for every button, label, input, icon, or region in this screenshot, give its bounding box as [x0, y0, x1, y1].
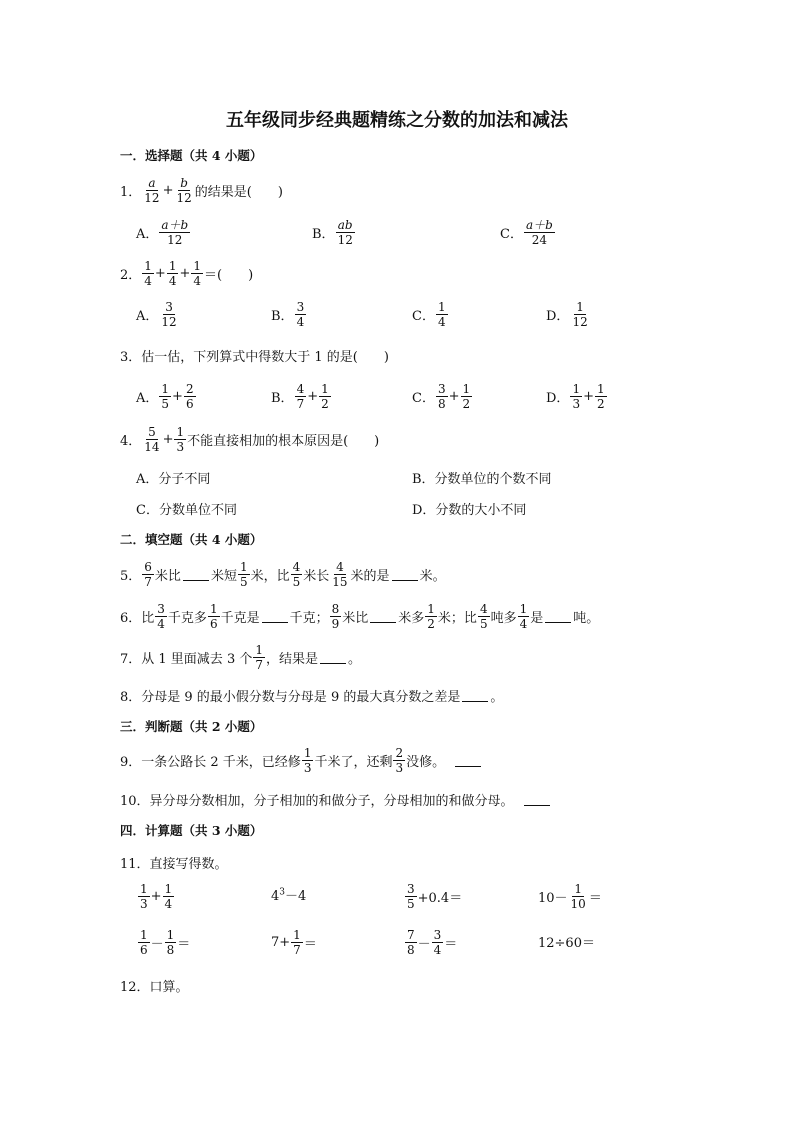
fraction: $\frac{ab}{12}$ — [337, 218, 353, 247]
fraction: $\frac{3}{12}$ — [161, 300, 177, 329]
fraction: $\frac{3}{4}$ — [296, 300, 305, 329]
question-number: 2． — [120, 268, 142, 283]
fraction: $\frac{3}{4}$ — [157, 602, 165, 631]
q3-option-d[interactable]: D． $\frac{1}{3}$ + $\frac{1}{2}$ — [546, 382, 605, 411]
q4-option-c[interactable]: C．分数单位不同 — [136, 503, 237, 518]
fraction: $\frac{1}{6}$ — [209, 602, 218, 631]
fraction: $\frac{1}{5}$ — [161, 382, 170, 411]
fraction: $\frac{4}{5}$ — [292, 560, 301, 589]
fraction: $\frac{a+b}{12}$ — [161, 218, 189, 247]
question-text: 不能直接相加的根本原因是( ) — [187, 434, 380, 449]
calc-item-5: $\frac{1}{6}$ － $\frac{1}{8}$ ＝ — [140, 928, 191, 957]
fraction: $\frac{1}{3}$ — [303, 746, 312, 775]
q1-option-c[interactable]: C． $\frac{a+b}{24}$ — [500, 218, 553, 247]
calc-item-4: 10－ $\frac{1}{10}$ ＝ — [538, 882, 602, 911]
operator: + — [179, 266, 191, 281]
fraction: $\frac{1}{4}$ — [164, 882, 173, 911]
q3-option-b[interactable]: B． $\frac{4}{7}$ + $\frac{1}{2}$ — [271, 382, 329, 411]
calc-item-7: $\frac{7}{8}$ － $\frac{3}{4}$ ＝ — [407, 928, 458, 957]
q2-option-a[interactable]: A． $\frac{3}{12}$ — [136, 300, 177, 329]
q2-option-c[interactable]: C． $\frac{1}{4}$ — [412, 300, 446, 329]
question-text: 的结果是( ) — [194, 185, 283, 200]
fraction: $\frac{1}{5}$ — [239, 560, 248, 589]
fraction: $\frac{8}{9}$ — [331, 602, 340, 631]
question-number: 1． — [120, 185, 142, 200]
fraction: $\frac{4}{7}$ — [296, 382, 305, 411]
fraction: $\frac{1}{4}$ — [193, 259, 202, 288]
q4-option-a[interactable]: A．分子不同 — [136, 472, 211, 487]
fraction: $\frac{7}{8}$ — [407, 928, 415, 957]
fraction: $\frac{1}{6}$ — [140, 928, 148, 957]
operator: + — [154, 266, 166, 281]
question-6: 6．比 $\frac{3}{4}$ 千克多 $\frac{1}{6}$ 千克是 千克； $\frac{8}{9}$ 米比 米多 $\frac{1}{2}$ 米；比 $\frac{4}{5}$ 吨多 $\frac{1}{4}$ 是 吨。 — [120, 602, 600, 631]
fraction: $\frac{1}{10}$ — [570, 882, 586, 911]
fraction: $\frac{3}{8}$ — [437, 382, 446, 411]
calc-item-3: $\frac{3}{5}$ +0.4＝ — [407, 882, 463, 911]
q1-option-b[interactable]: B． $\frac{ab}{12}$ — [312, 218, 353, 247]
question-2 — [120, 259, 253, 288]
answer-blank[interactable] — [455, 754, 481, 767]
calc-item-6: 7+ $\frac{1}{7}$ ＝ — [271, 928, 317, 957]
question-number: 4． — [120, 434, 142, 449]
fraction: $\frac{1}{7}$ — [255, 643, 263, 672]
fraction: $\frac{1}{4}$ — [144, 259, 152, 288]
fraction: $\frac{4}{15}$ — [332, 560, 348, 589]
answer-blank[interactable] — [524, 793, 550, 806]
operator: + — [162, 183, 174, 198]
q3-option-c[interactable]: C． $\frac{3}{8}$ + $\frac{1}{2}$ — [412, 382, 471, 411]
answer-blank[interactable] — [183, 568, 209, 581]
q2-option-d[interactable]: D． $\frac{1}{12}$ — [546, 300, 588, 329]
section-heading-fill: 二．填空题（共 4 小题） — [120, 532, 263, 547]
fraction: $\frac{1}{4}$ — [437, 300, 446, 329]
calc-item-8: 12÷60＝ — [538, 936, 595, 951]
question-text: ＝( ) — [204, 268, 254, 283]
question-8: 8．分母是 9 的最小假分数与分母是 9 的最大真分数之差是 。 — [120, 690, 504, 705]
fraction: $\frac{1}{2}$ — [427, 602, 435, 631]
fraction: $\frac{1}{3}$ — [176, 425, 185, 454]
q4-option-b[interactable]: B．分数单位的个数不同 — [412, 472, 552, 487]
page-title: 五年级同步经典题精练之分数的加法和减法 — [226, 110, 568, 131]
question-7: 7．从 1 里面减去 3 个 $\frac{1}{7}$ ，结果是 。 — [120, 643, 362, 672]
answer-blank[interactable] — [545, 610, 571, 623]
fraction: $\frac{6}{7}$ — [144, 560, 152, 589]
fraction: $\frac{1}{3}$ — [572, 382, 581, 411]
fraction: $\frac{4}{5}$ — [479, 602, 488, 631]
fraction: $\frac{a}{12}$ — [144, 176, 160, 205]
calc-item-1: $\frac{1}{3}$ + $\frac{1}{4}$ — [140, 882, 173, 911]
q4-option-d[interactable]: D．分数的大小不同 — [412, 503, 527, 518]
fraction: $\frac{1}{4}$ — [168, 259, 177, 288]
fraction: $\frac{1}{2}$ — [596, 382, 605, 411]
fraction: $\frac{1}{2}$ — [321, 382, 329, 411]
q3-option-a[interactable]: A． $\frac{1}{5}$ + $\frac{2}{6}$ — [136, 382, 194, 411]
fraction: $\frac{1}{4}$ — [519, 602, 528, 631]
question-11: 11．直接写得数。 — [120, 857, 228, 872]
question-3: 3．估一估，下列算式中得数大于 1 的是( ) — [120, 350, 389, 365]
question-12: 12．口算。 — [120, 980, 189, 995]
answer-blank[interactable] — [462, 689, 488, 702]
section-heading-choice: 一．选择题（共 4 小题） — [120, 148, 263, 163]
fraction: $\frac{3}{4}$ — [433, 928, 442, 957]
question-10: 10．异分母分数相加，分子相加的和做分子，分母相加的和做分母。 — [120, 790, 552, 809]
question-5: 5． $\frac{6}{7}$ 米比 米短 $\frac{1}{5}$ 米，比 $\frac{4}{5}$ 米长 $\frac{4}{15}$ 米的是 米。 — [120, 560, 446, 589]
section-heading-judge: 三．判断题（共 2 小题） — [120, 719, 263, 734]
fraction: $\frac{2}{6}$ — [185, 382, 194, 411]
fraction: $\frac{3}{5}$ — [407, 882, 415, 911]
question-1 — [120, 176, 283, 205]
fraction: $\frac{a+b}{24}$ — [525, 218, 553, 247]
fraction: $\frac{5}{14}$ — [144, 425, 160, 454]
question-9: 9．一条公路长 2 千米，已经修 $\frac{1}{3}$ 千米了，还剩 $\frac{2}{3}$ 没修。 — [120, 746, 483, 775]
fraction: $\frac{1}{7}$ — [293, 928, 301, 957]
answer-blank[interactable] — [262, 610, 288, 623]
fraction: $\frac{2}{3}$ — [395, 746, 404, 775]
q2-option-b[interactable]: B． $\frac{3}{4}$ — [271, 300, 305, 329]
fraction: $\frac{1}{3}$ — [140, 882, 148, 911]
answer-blank[interactable] — [320, 651, 346, 664]
answer-blank[interactable] — [370, 610, 396, 623]
fraction: $\frac{1}{2}$ — [462, 382, 471, 411]
calc-item-2: $4^3-4$ — [271, 887, 307, 904]
fraction: $\frac{1}{12}$ — [572, 300, 588, 329]
q1-option-a[interactable]: A． $\frac{a+b}{12}$ — [136, 218, 189, 247]
question-4: 4． $\frac{5}{14}$ + $\frac{1}{3}$ 不能直接相加的根本原因是( ) — [120, 425, 380, 454]
answer-blank[interactable] — [392, 568, 418, 581]
section-heading-calc: 四．计算题（共 3 小题） — [120, 823, 263, 838]
fraction: $\frac{b}{12}$ — [176, 176, 192, 205]
fraction: $\frac{1}{8}$ — [166, 928, 175, 957]
